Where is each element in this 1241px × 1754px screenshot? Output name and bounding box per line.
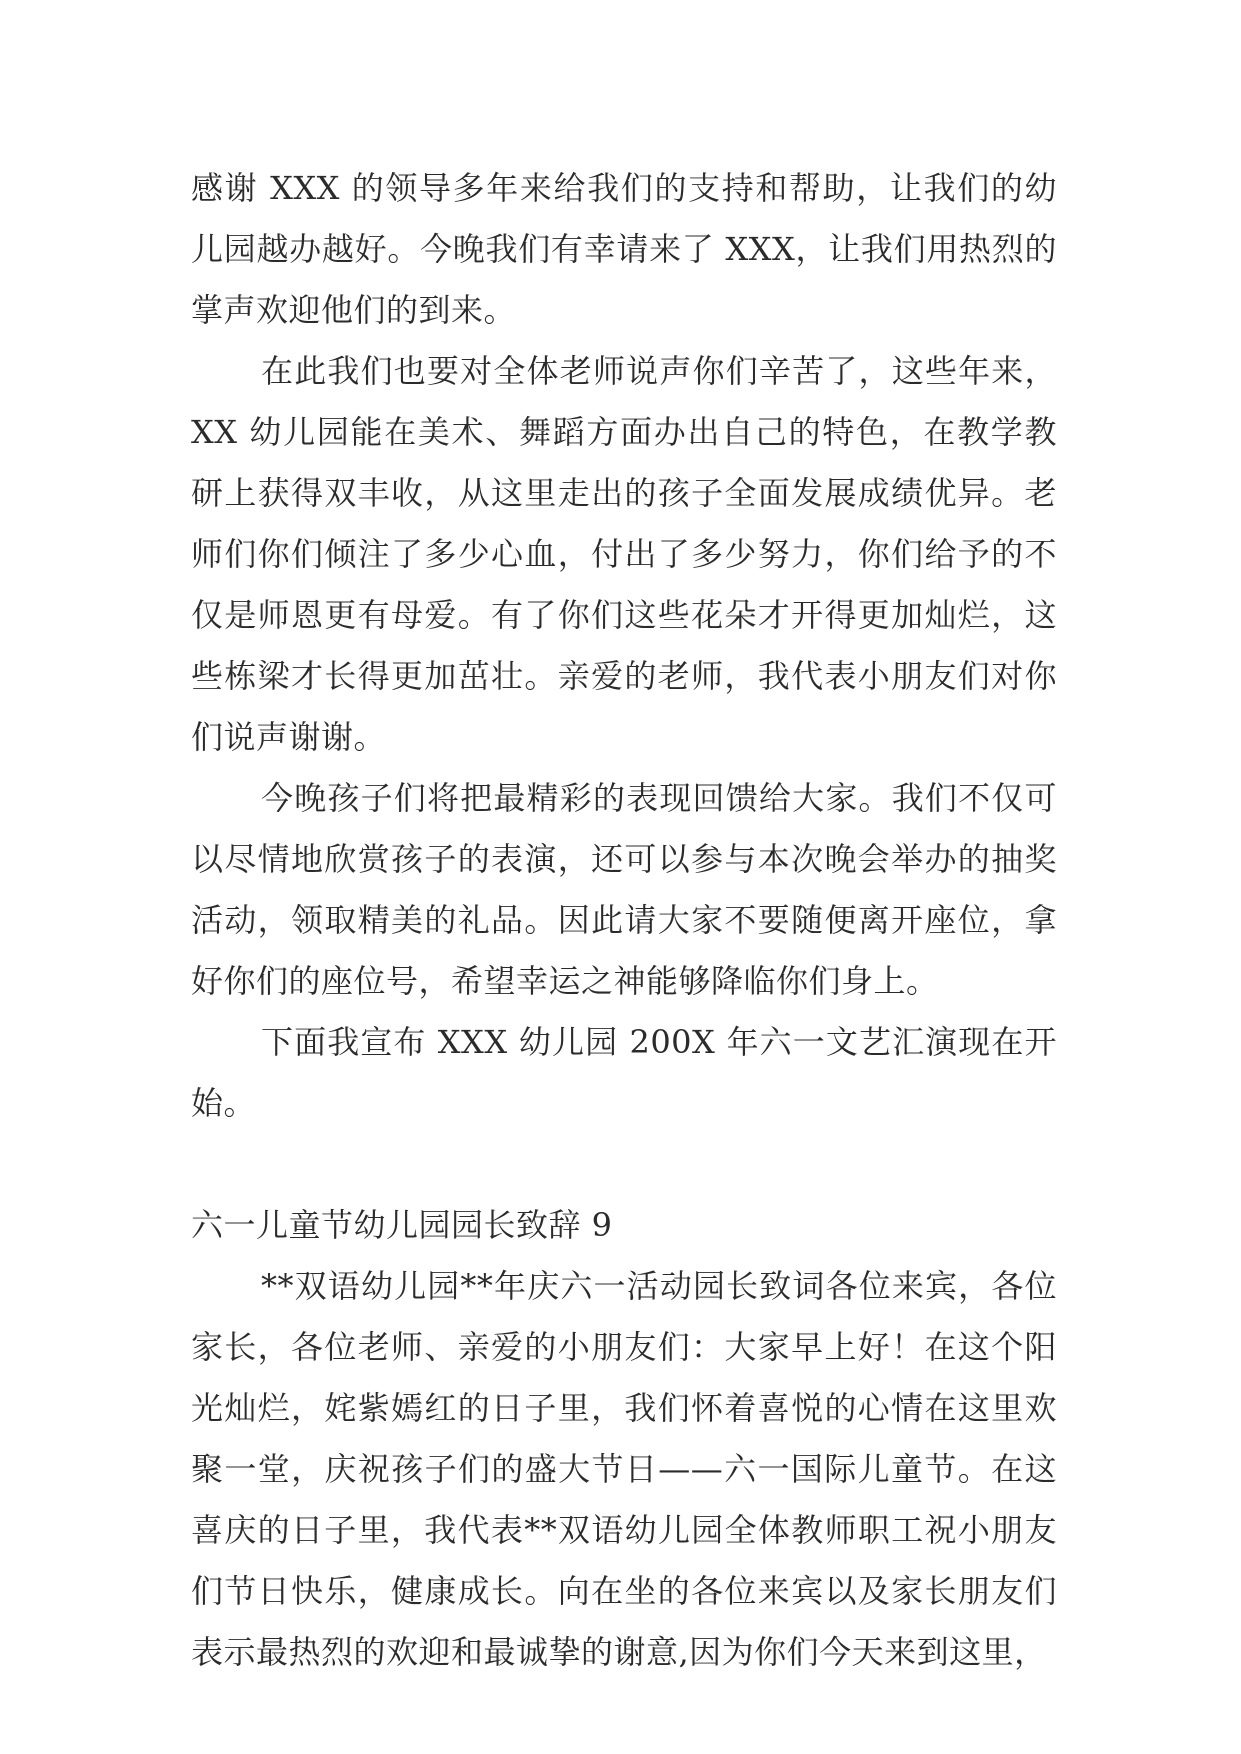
document-body (191, 158, 1057, 1683)
section-heading: 六一儿童节幼儿园园长致辞 9 (191, 1206, 613, 1244)
paragraph-principal-speech: **双语幼儿园**年庆六一活动园长致词各位来宾，各位家长，各位老师、亲爱的小朋友们：大家早上好！在这个阳光灿烂，姹紫嫣红的日子里，我们怀着喜悦的心情在这里欢聚一堂，庆祝孩子们的盛大节日——六一国际儿童节。在这喜庆的日子里，我代表**双语幼儿园全体教师职工祝小朋友们节日快乐，健康成长。向在坐的各位来宾以及家长朋友们表示最热烈的欢迎和最诚挚的谢意,因为你们今天来到这里， (191, 1267, 1057, 1671)
paragraph-announcement: 下面我宣布 XXX 幼儿园 200X 年六一文艺汇演现在开始。 (191, 1023, 1057, 1122)
paragraph-thanks: 感谢 XXX 的领导多年来给我们的支持和帮助，让我们的幼儿园越办越好。今晚我们有幸请来了 XXX，让我们用热烈的掌声欢迎他们的到来。 (191, 169, 1057, 329)
paragraph-teachers: 在此我们也要对全体老师说声你们辛苦了，这些年来，XX 幼儿园能在美术、舞蹈方面办出自己的特色，在教学教研上获得双丰收，从这里走出的孩子全面发展成绩优异。老师们你们倾注了多少心血，付出了多少努力，你们给予的不仅是师恩更有母爱。有了你们这些花朵才开得更加灿烂，这些栋梁才长得更加茁壮。亲爱的老师，我代表小朋友们对你们说声谢谢。 (191, 352, 1057, 756)
paragraph-performance: 今晚孩子们将把最精彩的表现回馈给大家。我们不仅可以尽情地欣赏孩子的表演，还可以参与本次晚会举办的抽奖活动，领取精美的礼品。因此请大家不要随便离开座位，拿好你们的座位号，希望幸运之神能够降临你们身上。 (191, 779, 1057, 1000)
